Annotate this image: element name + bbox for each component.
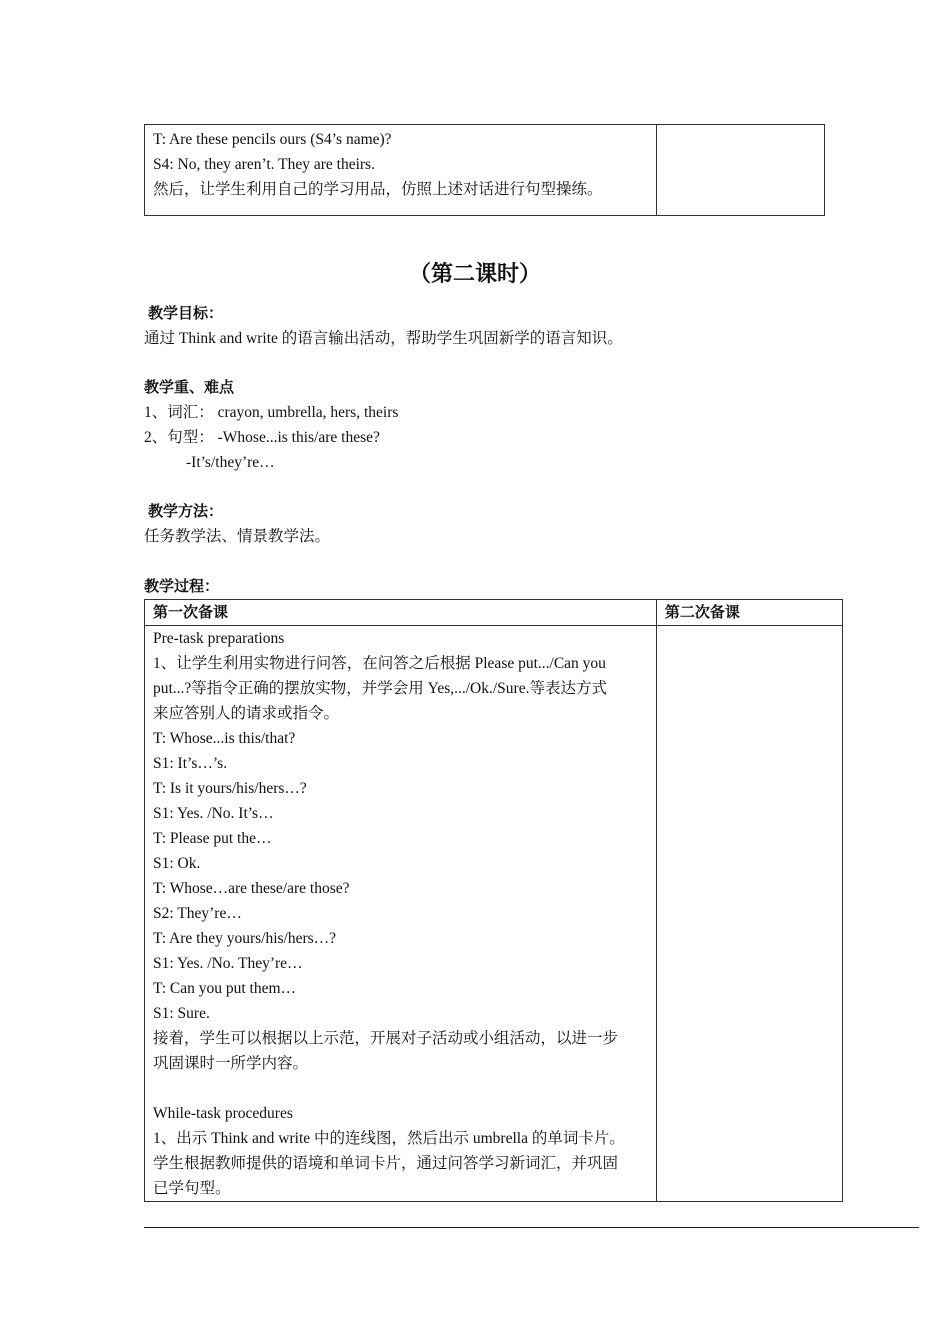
continued-dialogue-cell <box>145 125 657 216</box>
dialogue-line: S1: Ok. <box>153 855 201 872</box>
while-task-text: 1、出示 Think and write 中的连线图，然后出示 umbrella 的单词卡片。 <box>153 1130 625 1147</box>
key-points-title: 教学重、难点 <box>144 378 235 396</box>
second-prep-cell <box>657 125 825 216</box>
while-task-text: 已学句型。 <box>153 1180 231 1197</box>
lesson-heading: （第二课时） <box>408 262 541 287</box>
process-table <box>144 599 843 1202</box>
second-prep-cell <box>656 626 842 1202</box>
second-prep-header: 第二次备课 <box>656 600 842 626</box>
while-task-text: 学生根据教师提供的语境和单词卡片，通过问答学习新词汇，并巩固 <box>153 1155 619 1172</box>
methods-section <box>144 499 330 549</box>
key-points-vocab: 1、词汇： crayon, umbrella, hers, theirs <box>144 404 399 421</box>
objectives-body: 通过 Think and write 的语言输出活动，帮助学生巩固新学的语言知识。 <box>144 330 623 347</box>
dialogue-line: S1: Yes. /No. It’s… <box>153 805 274 822</box>
objectives-section <box>144 301 623 351</box>
followup-text: 巩固课时一所学内容。 <box>153 1055 309 1072</box>
continued-lesson-table <box>144 124 825 216</box>
dialogue-line: T: Are they yours/his/hers…? <box>153 930 337 947</box>
followup-text: 接着，学生可以根据以上示范，开展对子活动或小组活动，以进一步 <box>153 1030 619 1047</box>
dialogue-line: T: Are these pencils ours (S4’s name)? <box>153 131 392 148</box>
process-title: 教学过程： <box>144 577 220 595</box>
pre-task-text: 来应答别人的请求或指令。 <box>153 705 340 722</box>
dialogue-line: S1: Sure. <box>153 1005 210 1022</box>
first-prep-header: 第一次备课 <box>145 600 657 626</box>
footer-divider <box>144 1227 919 1228</box>
pre-task-text: 1、让学生利用实物进行问答，在问答之后根据 Please put.../Can you <box>153 655 606 672</box>
dialogue-line: S1: It’s…’s. <box>153 755 228 772</box>
first-prep-cell <box>145 626 657 1202</box>
dialogue-line: T: Can you put them… <box>153 980 297 997</box>
dialogue-line: S1: Yes. /No. They’re… <box>153 955 303 972</box>
key-points-pattern: 2、句型： -Whose...is this/are these? <box>144 429 380 446</box>
dialogue-line: S2: They’re… <box>153 905 242 922</box>
pre-task-title: Pre-task preparations <box>153 630 285 647</box>
methods-title: 教学方法： <box>148 502 224 520</box>
dialogue-line: T: Whose...is this/that? <box>153 730 296 747</box>
key-points-pattern-answer: -It’s/they’re… <box>186 454 275 471</box>
objectives-title: 教学目标： <box>148 304 224 322</box>
methods-body: 任务教学法、情景教学法。 <box>144 528 331 545</box>
blank-line <box>153 1076 648 1101</box>
dialogue-line: T: Please put the… <box>153 830 272 847</box>
while-task-title: While-task procedures <box>153 1105 293 1122</box>
process-section <box>144 574 219 599</box>
dialogue-line: T: Is it yours/his/hers…? <box>153 780 307 797</box>
key-points-section <box>144 375 398 475</box>
dialogue-line: S4: No, they aren’t. They are theirs. <box>153 156 375 173</box>
dialogue-line: 然后，让学生利用自己的学习用品，仿照上述对话进行句型操练。 <box>153 181 603 198</box>
dialogue-line: T: Whose…are these/are those? <box>153 880 350 897</box>
pre-task-text: put...?等指令正确的摆放实物，并学会用 Yes,.../Ok./Sure.等表达方式 <box>153 680 607 697</box>
